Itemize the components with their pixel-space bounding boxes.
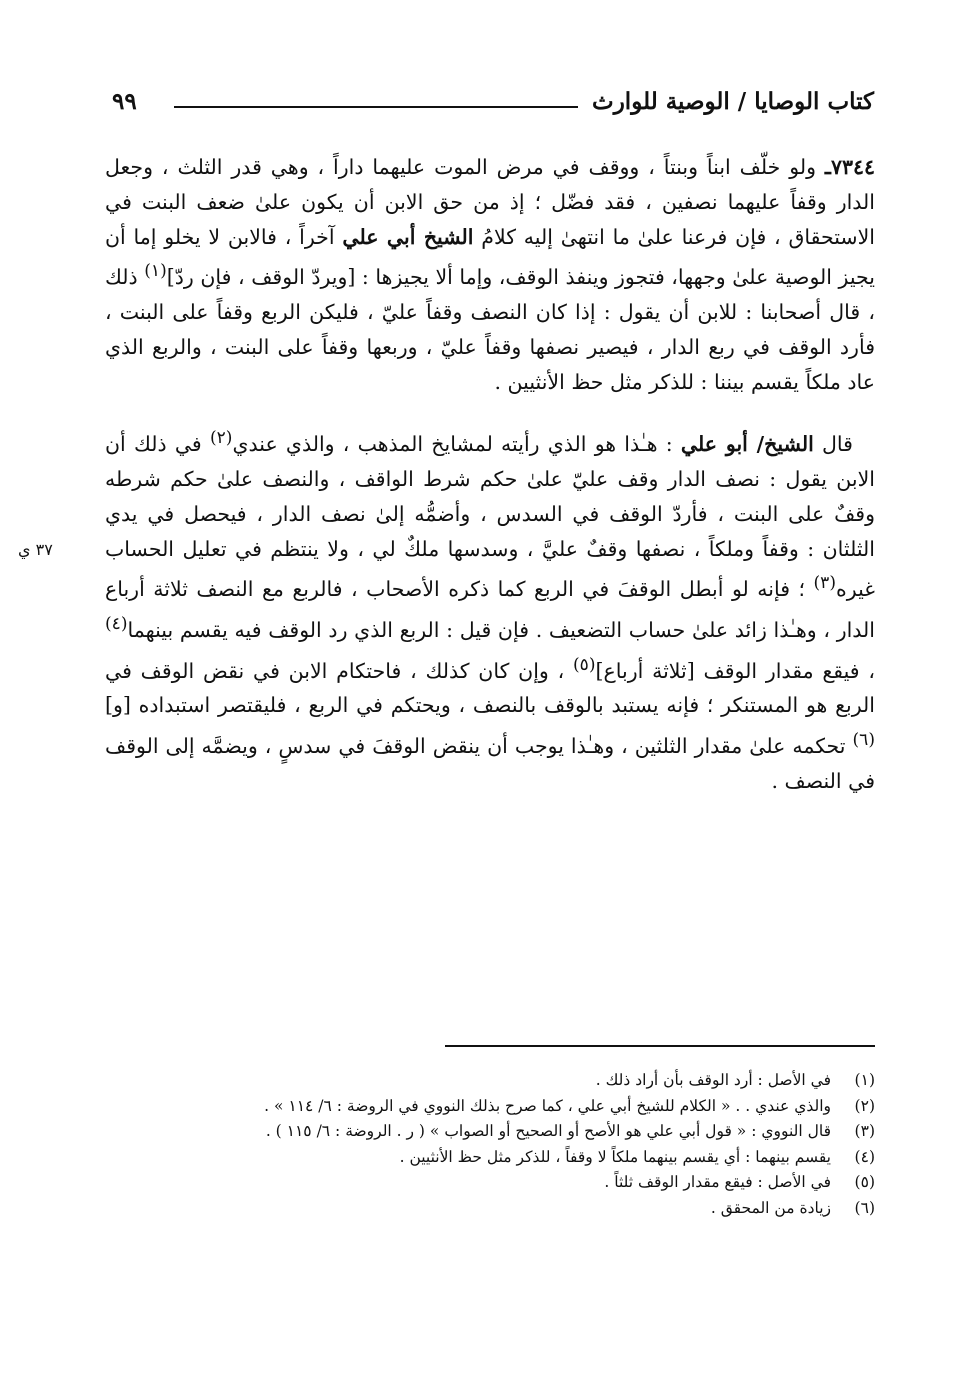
text-run: تحكمه علىٰ مقدار الثلثين ، وهـٰذا يوجب أن ينقض الوقفَ في سدسٍ ، ويضمَّه إلى الوقف في النصف . (105, 733, 875, 793)
text-run: : هـٰذا هو الذي رأيته لمشايخ المذهب ، والذي عندي (232, 432, 673, 457)
footnote-number: (١) (854, 1071, 875, 1089)
footnote-marker: (٣) (813, 573, 837, 594)
bold-name: الشيخ/ أبو علي (680, 432, 814, 457)
margin-manuscript-ref: ٣٧ ي (18, 540, 53, 559)
footnote-text: قال النووي : « قول أبي علي هو الأصح أو الصحيح أو الصواب » ( ر . الروضة : ٦/ ١١٥ ) . (265, 1122, 831, 1140)
footnote-item (105, 1068, 875, 1094)
bold-name: الشيخ أبي علي (342, 224, 474, 249)
footnote-marker: (٦) (852, 730, 875, 751)
footnote-text: في الأصل : فيقع مقدار الوقف ثلثاً . (604, 1173, 831, 1191)
footnotes (105, 1068, 875, 1221)
paragraph-abu-ali (105, 421, 875, 798)
page-number: ٩٩ (112, 88, 137, 115)
text-run: آخراً ، فالابن لا يخلو إما أن يجيز الوصية علىٰ وجهها، فتجوز وينفذ الوقف، وإما ألا يجيزها : [ويردّ الوقف ، فإن ردّ] (105, 224, 875, 290)
footnote-text: في الأصل : أرد الوقف بأن أراد ذلك . (595, 1071, 831, 1089)
footnote-number: (٥) (854, 1173, 875, 1191)
text-run: في ذلك أن الابن يقول : نصف الدار وقف عليّ علىٰ حكم شرط الواقف ، والنصف علىٰ حكم شرطه وقفٌ على البنت ، فأردّ الوقف في السدس ، وأضمُّه إلىٰ نصف الدار ، فيحصل في يدي الثلثان : وقفاً وملكاً ، نصفها وقفٌ عليَّ ، وسدسها ملكٌ لي ، ولا ينتظم في تعليل الحساب غيره (105, 432, 875, 602)
header-rule (174, 106, 578, 108)
running-header (112, 88, 874, 128)
footnote-number: (٤) (854, 1147, 875, 1166)
text-run: ذلك ، قال أصحابنا : للابن أن يقول : إذا كان النصف وقفاً عليّ ، فليكن الربع وقفاً على البنت ، فأرد الوقف في ربع الدار ، فيصير نصفها وقفاً عليّ ، وربعها وقفاً على البنت ، والربع الذي عاد ملكاً يقسم بيننا : للذكر مثل حظ الأنثيين . (105, 265, 875, 394)
footnote-item (105, 1170, 875, 1196)
footnote-text: يقسم بينهما : أي يقسم بينهما ملكاً لا وقفاً ، للذكر مثل حظ الأنثيين . (399, 1147, 831, 1166)
footnote-item (105, 1145, 875, 1171)
footnote-marker: (٥) (573, 654, 596, 675)
footnote-item (105, 1094, 875, 1120)
paragraph-number: ٧٣٤٤ـ (824, 155, 875, 179)
text-run: ؛ فإنه لو أبطل الوقفَ في الربع كما ذكره الأصحاب ، فالربع مع النصف ثلاثة أرباع الدار ، وهـٰذا زائد علىٰ حساب التضعيف . فإن قيل : الربع الذي رد الوقف فيه يقسم بينهما (105, 577, 875, 642)
text-run: ، وإن كان كذلك ، فاحتكام الابن في نقض الوقف في الربع هو المستنكر ؛ فإنه يستبد بالوقف بالنصف ، ويحتكم في الربع ، فليقتصر استبداده [و] (105, 658, 875, 718)
footnote-number: (٣) (854, 1122, 875, 1140)
footnote-item (105, 1119, 875, 1145)
footnote-marker: (٢) (209, 428, 233, 449)
footnote-marker: (١) (144, 261, 167, 282)
main-text (105, 150, 875, 799)
footnote-marker: (٤) (105, 614, 128, 635)
text-run: ولو خلّف ابناً وبنتاً ، ووقف في مرض الموت عليهما داراً ، وهي قدر الثلث ، وجعل الدار وقفاً عليهما نصفين ، فقد فضّل ؛ إذ من حق الابن أن يكون علىٰ ضعف البنت في الاستحقاق ، فإن فرعنا علىٰ ما انتهىٰ إليه كلامُ (105, 155, 875, 249)
text-run: ، فيقع مقدار الوقف [ثلاثة أرباع] (595, 658, 875, 683)
footnote-text: زيادة من المحقق . (710, 1198, 831, 1217)
footnote-separator (445, 1045, 875, 1047)
header-title: كتاب الوصايا / الوصية للوارث (592, 88, 874, 115)
footnote-number: (٦) (854, 1198, 875, 1217)
paragraph-7344 (105, 150, 875, 399)
text-run: قال (822, 432, 853, 457)
footnote-number: (٢) (854, 1096, 875, 1115)
footnote-text: والذي عندي . . « الكلام للشيخ أبي علي ، كما صرح بذلك النووي في الروضة : ٦/ ١١٤ » . (264, 1096, 831, 1115)
footnote-item (105, 1196, 875, 1222)
